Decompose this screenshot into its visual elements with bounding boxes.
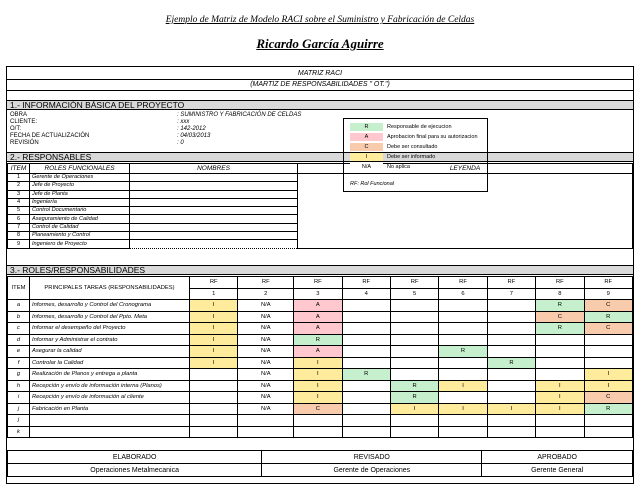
signature-value: Operaciones Metalmecanica [8, 464, 262, 477]
role-name: Planeamiento y Control [30, 232, 130, 240]
raci-cell [487, 369, 535, 381]
legend-code: N/A [350, 163, 383, 171]
raci-cell [190, 403, 238, 415]
raci-task-row [8, 369, 633, 381]
raci-cell: I [190, 346, 238, 358]
raci-col-item: ITEM [8, 277, 30, 300]
raci-cell: I [584, 369, 633, 381]
raci-cell: C [584, 300, 633, 312]
raci-cell: I [294, 392, 342, 404]
raci-cell [238, 426, 294, 438]
raci-cell [584, 346, 633, 358]
signature-table [7, 450, 633, 477]
roles-table [7, 163, 633, 249]
raci-cell [584, 357, 633, 369]
raci-task-id: e [8, 346, 30, 358]
raci-task-name: Fabricación en Planta [30, 403, 190, 415]
role-person [130, 232, 298, 240]
role-person [130, 182, 298, 190]
legend-row [350, 133, 478, 142]
raci-role-number: 1 [190, 288, 238, 300]
raci-task-name: Realización de Planos y entrega a planta [30, 369, 190, 381]
info-value: : SUMINISTRO Y FABRICACIÓN DE CELDAS [177, 112, 302, 118]
raci-cell: N/A [238, 357, 294, 369]
raci-task-id: j [8, 403, 30, 415]
legend-row [350, 143, 437, 152]
raci-cell [190, 426, 238, 438]
raci-cell: N/A [238, 346, 294, 358]
raci-task-row [8, 323, 633, 335]
raci-role-number: 5 [390, 288, 438, 300]
legend-code: I [350, 153, 383, 161]
raci-task-id: a [8, 300, 30, 312]
raci-cell: A [294, 311, 342, 323]
raci-cell [536, 369, 584, 381]
raci-cell: I [294, 357, 342, 369]
raci-cell [342, 334, 390, 346]
role-person [130, 198, 298, 206]
raci-cell [342, 323, 390, 335]
raci-role-number: 2 [238, 288, 294, 300]
raci-cell [584, 426, 633, 438]
raci-task-row [8, 426, 633, 438]
raci-task-name: Recepción y envío de información al cliente [30, 392, 190, 404]
info-value: : 0 [177, 140, 184, 146]
raci-cell [390, 311, 438, 323]
raci-task-id: c [8, 323, 30, 335]
raci-cell [190, 369, 238, 381]
raci-task-id: i [8, 392, 30, 404]
raci-cell: N/A [238, 403, 294, 415]
role-row [8, 174, 633, 182]
legend-box [343, 118, 488, 192]
signature-header: ELABORADO [8, 451, 262, 464]
role-number: 9 [8, 240, 30, 248]
raci-sheet [6, 66, 634, 484]
info-value: : 142-2012 [177, 126, 206, 132]
raci-cell: N/A [238, 392, 294, 404]
raci-task-name: Controlar la Calidad [30, 357, 190, 369]
raci-cell: C [294, 403, 342, 415]
responsibles-block [7, 163, 633, 249]
raci-task-name: Informes, desarrollo y Control del Ppto. Meta [30, 311, 190, 323]
raci-cell: C [584, 392, 633, 404]
raci-cell [487, 426, 535, 438]
role-person [130, 223, 298, 231]
raci-cell [390, 334, 438, 346]
section1-title: 1.- INFORMACIÓN BÁSICA DEL PROYECTO [7, 100, 633, 110]
raci-cell [439, 300, 487, 312]
raci-role-number: 6 [439, 288, 487, 300]
role-name: Ingeniero de Proyecto [30, 240, 130, 248]
raci-cell: R [584, 311, 633, 323]
raci-cell: I [487, 403, 535, 415]
raci-table [7, 276, 633, 438]
raci-rf-label: RF [190, 277, 238, 289]
raci-task-name: Asegurar la calidad [30, 346, 190, 358]
raci-cell [439, 334, 487, 346]
raci-role-number: 9 [584, 288, 633, 300]
role-number: 8 [8, 232, 30, 240]
role-name: Control Documentario [30, 207, 130, 215]
raci-role-number: 3 [294, 288, 342, 300]
raci-cell [439, 415, 487, 427]
signature-header: REVISADO [262, 451, 482, 464]
raci-cell [584, 415, 633, 427]
raci-cell: I [294, 380, 342, 392]
raci-cell: N/A [238, 369, 294, 381]
raci-cell [439, 311, 487, 323]
raci-task-id: d [8, 334, 30, 346]
raci-cell [342, 311, 390, 323]
raci-task-name: Informar el desempeño del Proyecto [30, 323, 190, 335]
raci-cell [342, 357, 390, 369]
raci-cell [342, 392, 390, 404]
role-number: 6 [8, 215, 30, 223]
raci-cell [536, 426, 584, 438]
signature-header: APROBADO [482, 451, 633, 464]
raci-cell [342, 403, 390, 415]
raci-cell: R [536, 300, 584, 312]
raci-cell [487, 300, 535, 312]
raci-cell: I [190, 311, 238, 323]
legend-code: R [350, 123, 383, 131]
raci-task-id: j [8, 415, 30, 427]
info-label: OBRA [10, 112, 28, 118]
info-label: O/T: [10, 126, 22, 132]
raci-cell: R [390, 380, 438, 392]
raci-matrix [7, 276, 633, 438]
raci-cell: I [190, 334, 238, 346]
raci-role-number: 4 [342, 288, 390, 300]
raci-task-row [8, 346, 633, 358]
raci-cell [190, 380, 238, 392]
signature-value: Gerente General [482, 464, 633, 477]
role-number: 2 [8, 182, 30, 190]
raci-cell: N/A [238, 311, 294, 323]
raci-task-id: k [8, 426, 30, 438]
raci-cell: R [536, 323, 584, 335]
raci-cell: N/A [238, 334, 294, 346]
raci-cell: R [584, 403, 633, 415]
raci-cell [487, 346, 535, 358]
legend-text: Aprobacion final para su autorizacion [387, 134, 478, 140]
raci-cell [342, 380, 390, 392]
raci-cell: I [190, 357, 238, 369]
role-person [130, 190, 298, 198]
raci-task-row [8, 334, 633, 346]
raci-cell [487, 323, 535, 335]
raci-cell: I [584, 380, 633, 392]
raci-cell: N/A [238, 380, 294, 392]
raci-cell [536, 415, 584, 427]
info-value: : 04/03/2013 [177, 133, 211, 139]
matrix-subheading: (MARTIZ DE RESPONSABILIDADES " OT.") [7, 80, 633, 91]
raci-cell [439, 426, 487, 438]
role-name: Jefe de Planta [30, 190, 130, 198]
raci-role-number: 7 [487, 288, 535, 300]
raci-cell [487, 392, 535, 404]
raci-rf-label: RF [294, 277, 342, 289]
raci-cell [487, 334, 535, 346]
raci-cell [536, 346, 584, 358]
role-name: Gerente de Operaciones [30, 174, 130, 182]
raci-cell [536, 334, 584, 346]
raci-rf-label: RF [390, 277, 438, 289]
roles-col-roles: ROLES FUNCIONALES [30, 164, 130, 174]
raci-rf-label: RF [584, 277, 633, 289]
legend-text: No aplica [387, 164, 410, 170]
raci-col-tasks: PRINCIPALES TAREAS (RESPONSABILIDADES) [30, 277, 190, 300]
legend-row [350, 123, 452, 132]
role-name: Aseguramiento de Calidad [30, 215, 130, 223]
raci-rf-label: RF [342, 277, 390, 289]
raci-cell: C [536, 311, 584, 323]
raci-task-row [8, 380, 633, 392]
raci-task-row [8, 311, 633, 323]
legend-code: C [350, 143, 383, 151]
info-label: REVISIÓN [10, 140, 39, 146]
raci-cell [238, 415, 294, 427]
role-name: Jefe de Proyecto [30, 182, 130, 190]
legend-row [350, 153, 435, 162]
raci-cell: I [390, 403, 438, 415]
roles-col-legend: LEYENDA [298, 164, 633, 174]
raci-cell: A [294, 346, 342, 358]
raci-cell [439, 323, 487, 335]
raci-cell [390, 300, 438, 312]
raci-task-id: g [8, 369, 30, 381]
raci-cell: R [390, 392, 438, 404]
raci-cell [390, 426, 438, 438]
raci-task-name: Informes, desarrollo y Control del Cronograma [30, 300, 190, 312]
roles-col-item: ITEM [8, 164, 30, 174]
raci-rf-label: RF [487, 277, 535, 289]
raci-cell: A [294, 323, 342, 335]
raci-rf-label: RF [536, 277, 584, 289]
raci-cell [342, 415, 390, 427]
raci-cell [390, 323, 438, 335]
role-number: 5 [8, 207, 30, 215]
raci-cell: N/A [238, 300, 294, 312]
info-label: FECHA DE ACTUALIZACIÓN [10, 133, 90, 139]
raci-cell [190, 392, 238, 404]
role-name: Ingeniería [30, 198, 130, 206]
raci-cell: A [294, 300, 342, 312]
raci-cell: I [536, 403, 584, 415]
raci-cell: I [536, 380, 584, 392]
raci-cell [487, 311, 535, 323]
role-person [130, 174, 298, 182]
matrix-heading: MATRIZ RACI [7, 69, 633, 80]
raci-cell [487, 415, 535, 427]
raci-cell: R [294, 334, 342, 346]
raci-rf-label: RF [238, 277, 294, 289]
legend-row [350, 163, 410, 172]
role-number: 1 [8, 174, 30, 182]
legend-code: A [350, 133, 383, 141]
raci-cell: R [487, 357, 535, 369]
document-author: Ricardo García Aguirre [256, 36, 384, 51]
section3-title: 3.- ROLES/RESPONSABILIDADES [7, 265, 633, 275]
raci-cell: I [294, 369, 342, 381]
raci-task-id: h [8, 380, 30, 392]
section2-title: 2.- RESPONSABLES [7, 152, 633, 162]
raci-cell [342, 300, 390, 312]
raci-task-name [30, 426, 190, 438]
raci-cell [439, 357, 487, 369]
raci-cell [487, 380, 535, 392]
raci-cell [294, 415, 342, 427]
raci-cell: R [439, 346, 487, 358]
legend-text: Debe ser consultado [387, 144, 438, 150]
role-person [130, 215, 298, 223]
raci-role-number: 8 [536, 288, 584, 300]
raci-cell [439, 392, 487, 404]
role-person [130, 240, 298, 248]
role-person [130, 207, 298, 215]
legend-text: Responsable de ejecucion [387, 124, 452, 130]
raci-cell [536, 357, 584, 369]
role-number: 7 [8, 223, 30, 231]
info-label: CLIENTE: [10, 119, 38, 125]
raci-task-row [8, 392, 633, 404]
raci-cell [584, 334, 633, 346]
raci-cell [190, 415, 238, 427]
raci-cell: I [439, 380, 487, 392]
rf-note: RF: Rol Funcional [350, 181, 395, 187]
role-number: 4 [8, 198, 30, 206]
raci-task-row [8, 403, 633, 415]
raci-cell [342, 426, 390, 438]
signatures [7, 450, 633, 477]
raci-cell [342, 346, 390, 358]
raci-cell [390, 346, 438, 358]
role-name: Control de Calidad [30, 223, 130, 231]
raci-cell: C [584, 323, 633, 335]
raci-task-name: Recepción y envío de información interna (Planos) [30, 380, 190, 392]
raci-task-id: b [8, 311, 30, 323]
raci-task-row [8, 357, 633, 369]
raci-cell: I [190, 300, 238, 312]
raci-cell [390, 415, 438, 427]
raci-rf-label: RF [439, 277, 487, 289]
raci-cell: I [439, 403, 487, 415]
legend-text: Debe ser informado [387, 154, 436, 160]
raci-task-name [30, 415, 190, 427]
raci-cell [294, 426, 342, 438]
raci-task-row [8, 415, 633, 427]
raci-cell [390, 357, 438, 369]
raci-task-row [8, 300, 633, 312]
role-number: 3 [8, 190, 30, 198]
raci-cell: N/A [238, 323, 294, 335]
raci-cell [439, 369, 487, 381]
document-title: Ejemplo de Matriz de Modelo RACI sobre el Suministro y Fabricación de Celdas [165, 15, 475, 25]
raci-task-name: Informar y Administrar el contrato [30, 334, 190, 346]
raci-task-id: f [8, 357, 30, 369]
raci-cell: I [190, 323, 238, 335]
raci-cell: I [536, 392, 584, 404]
signature-value: Gerente de Operaciones [262, 464, 482, 477]
raci-cell: R [342, 369, 390, 381]
roles-col-names: NOMBRES [130, 164, 298, 174]
info-value: : xxx [177, 119, 190, 125]
raci-cell [390, 369, 438, 381]
